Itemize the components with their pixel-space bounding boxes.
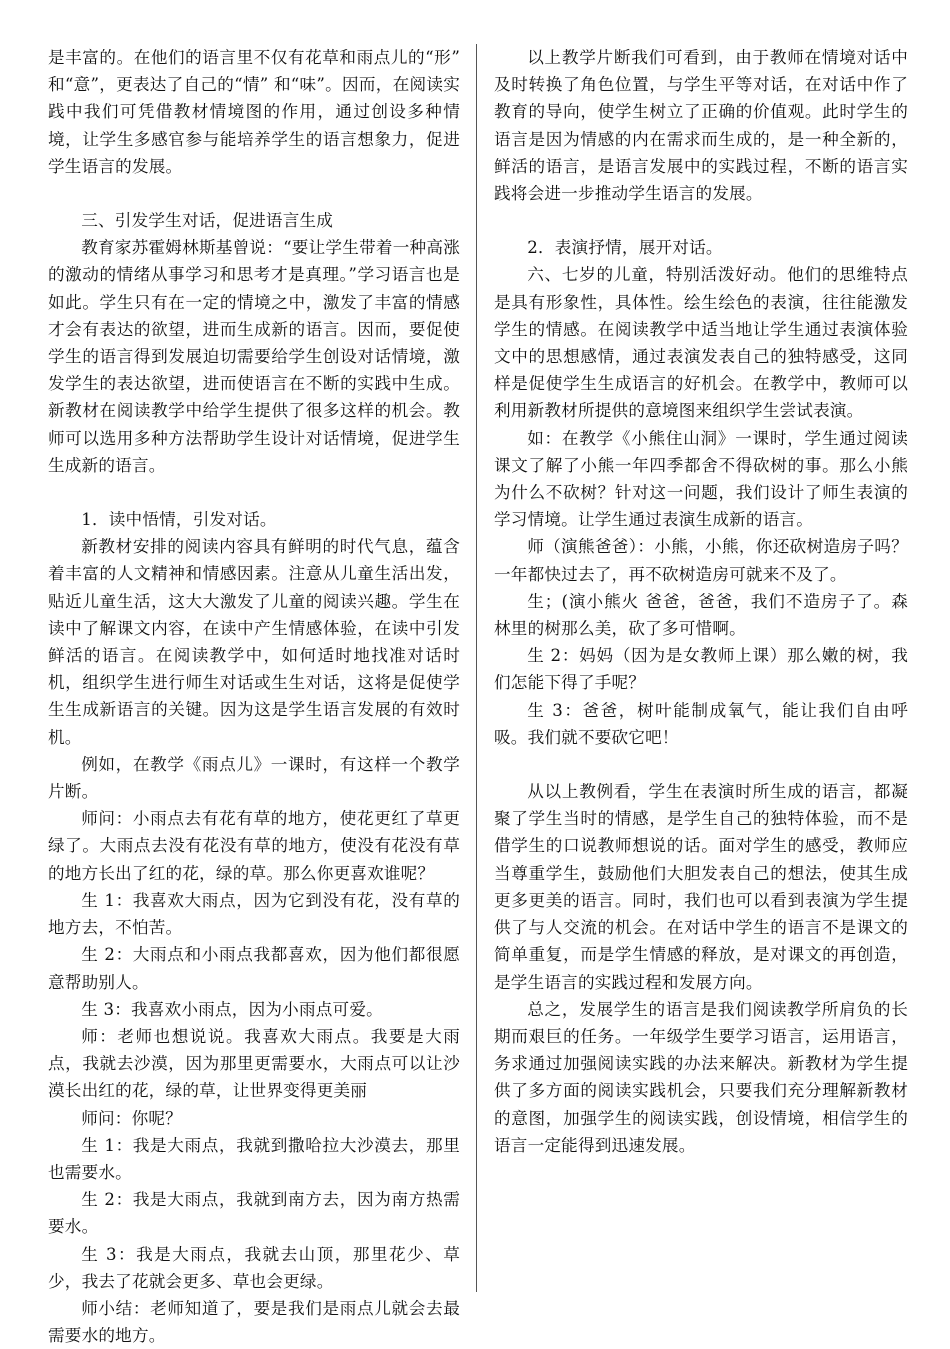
paragraph: 生 2：我是大雨点，我就到南方去，因为南方热需要水。 [48, 1190, 460, 1237]
left-column [48, 44, 460, 1349]
paragraph: 新教材安排的阅读内容具有鲜明的时代气息，蕴含着丰富的人文精神和情感因素。注意从儿童生活出发，贴近儿童生活，这大大激发了儿童的阅读兴趣。学生在读中了解课文内容，在读中产生情感体验，在读中引发鲜活的语言。在阅读教学中，如何适时地找准对话时机，组织学生进行师生对话或生生对话，这将是促使学生生成新语言的关键。因为这是学生语言发展的有效时机。 [48, 537, 460, 747]
paragraph: 三、引发学生对话，促进语言生成 [81, 211, 334, 231]
paragraph: 生；(演小熊火 爸爸，爸爸，我们不造房子了。森林里的树那么美，砍了多可惜啊。 [494, 591, 908, 639]
paragraph: 以上教学片断我们可看到，由于教师在情境对话中及时转换了角色位置，与学生平等对话，在对话中作了教育的导向，使学生树立了正确的价值观。此时学生的语言是因为情感的内在需求而生成的，是一种全新的，鲜活的语言，是语言发展中的实践过程，不断的语言实践将会进一步推动学生语言的发展。 [494, 48, 908, 204]
paragraph: 如：在教学《小熊住山洞》一课时，学生通过阅读课文了解了小熊一年四季都舍不得砍树的事。那么小熊为什么不砍树？针对这一问题，我们设计了师生表演的学习情境。让学生通过表演生成新的语言。 [494, 428, 908, 530]
column-divider [476, 44, 477, 1292]
paragraph: 师问：小雨点去有花有草的地方，使花更红了草更绿了。大雨点去没有花没有草的地方，使没有花没有草的地方长出了红的花，绿的草。那么你更喜欢谁呢？ [48, 809, 460, 883]
paragraph: 总之，发展学生的语言是我们阅读教学所肩负的长期而艰巨的任务。一年级学生要学习语言，运用语言，务求通过加强阅读实践的办法来解决。新教材为学生提供了多方面的阅读实践机会，只要我们充分理解新教材的意图，加强学生的阅读实践，创设情境，相信学生的语言一定能得到迅速发展。 [494, 999, 908, 1155]
paragraph: 2．表演抒情，展开对话。 [527, 238, 723, 258]
right-column [494, 44, 908, 1159]
paragraph: 生 3：爸爸，树叶能制成氧气，能让我们自由呼吸。我们就不要砍它吧！ [494, 700, 908, 747]
paragraph: 是丰富的。在他们的语言里不仅有花草和雨点儿的“形” 和“意”，更表达了自己的“情” 和“味”。因而，在阅读实践中我们可凭借教材情境图的作用，通过创设多种情境，让学生多感官参与能培养学生的语言想象力，促进学生语言的发展。 [48, 48, 460, 176]
paragraph: 六、七岁的儿童，特别活泼好动。他们的思维特点是具有形象性，具体性。绘生绘色的表演，往往能激发学生的情感。在阅读教学中适当地让学生通过表演体验文中的思想感情，通过表演发表自己的独特感受，这同样是促使学生生成语言的好机会。在教学中，教师可以利用新教材所提供的意境图来组织学生尝试表演。 [494, 265, 908, 421]
paragraph: 教育家苏霍姆林斯基曾说：“要让学生带着一种高涨的激动的情绪从事学习和思考才是真理。”学习语言也是如此。学生只有在一定的情境之中，激发了丰富的情感才会有表达的欲望，进而生成新的语言。因而，要促使学生的语言得到发展迫切需要给学生创设对话情境，激发学生的表达欲望，进而使语言在不断的实践中生成。新教材在阅读教学中给学生提供了很多这样的机会。教师可以选用多种方法帮助学生设计对话情境，促进学生生成新的语言。 [48, 238, 460, 475]
paragraph-gap [48, 180, 460, 207]
paragraph: 生 3：我是大雨点，我就去山顶，那里花少、草少，我去了花就会更多、草也会更绿。 [48, 1244, 460, 1291]
paragraph: 师小结：老师知道了，要是我们是雨点儿就会去最需要水的地方。 [48, 1298, 460, 1346]
paragraph: 师问：你呢？ [81, 1108, 182, 1128]
paragraph: 生 2：妈妈（因为是女教师上课）那么嫩的树，我们怎能下得了手呢？ [494, 646, 908, 693]
paragraph-gap [494, 751, 908, 778]
paragraph: 从以上教例看，学生在表演时所生成的语言，都凝聚了学生当时的情感，是学生自己的独特体验，而不是借学生的口说教师想说的话。面对学生的感受，教师应当尊重学生，鼓励他们大胆发表自己的想法，使其生成更多更美的语言。同时，我们也可以看到表演为学生提供了与人交流的机会。在对话中学生的语言不是课文的简单重复，而是学生情感的释放，是对课文的再创造，是学生语言的实践过程和发展方向。 [494, 782, 908, 992]
paragraph: 生 2：大雨点和小雨点我都喜欢，因为他们都很愿意帮助别人。 [48, 945, 460, 992]
paragraph: 生 3：我喜欢小雨点，因为小雨点可爱。 [81, 999, 383, 1019]
paragraph: 师：老师也想说说。我喜欢大雨点。我要是大雨点，我就去沙漠，因为那里更需要水，大雨点可以让沙漠长出红的花，绿的草，让世界变得更美丽 [48, 1026, 460, 1101]
paragraph: 师（演熊爸爸）：小熊，小熊，你还砍树造房子吗？一年都快过去了，再不砍树造房可就来不及了。 [494, 537, 908, 584]
paragraph: 生 1：我是大雨点，我就到撒哈拉大沙漠去，那里也需要水。 [48, 1135, 460, 1182]
paragraph-gap [48, 479, 460, 506]
paragraph: 生 1：我喜欢大雨点，因为它到没有花，没有草的地方去，不怕苦。 [48, 890, 460, 938]
paragraph: 1．读中悟情，引发对话。 [81, 510, 277, 530]
paragraph-gap [494, 207, 908, 234]
paragraph: 例如，在教学《雨点儿》一课时，有这样一个教学片断。 [48, 754, 460, 802]
